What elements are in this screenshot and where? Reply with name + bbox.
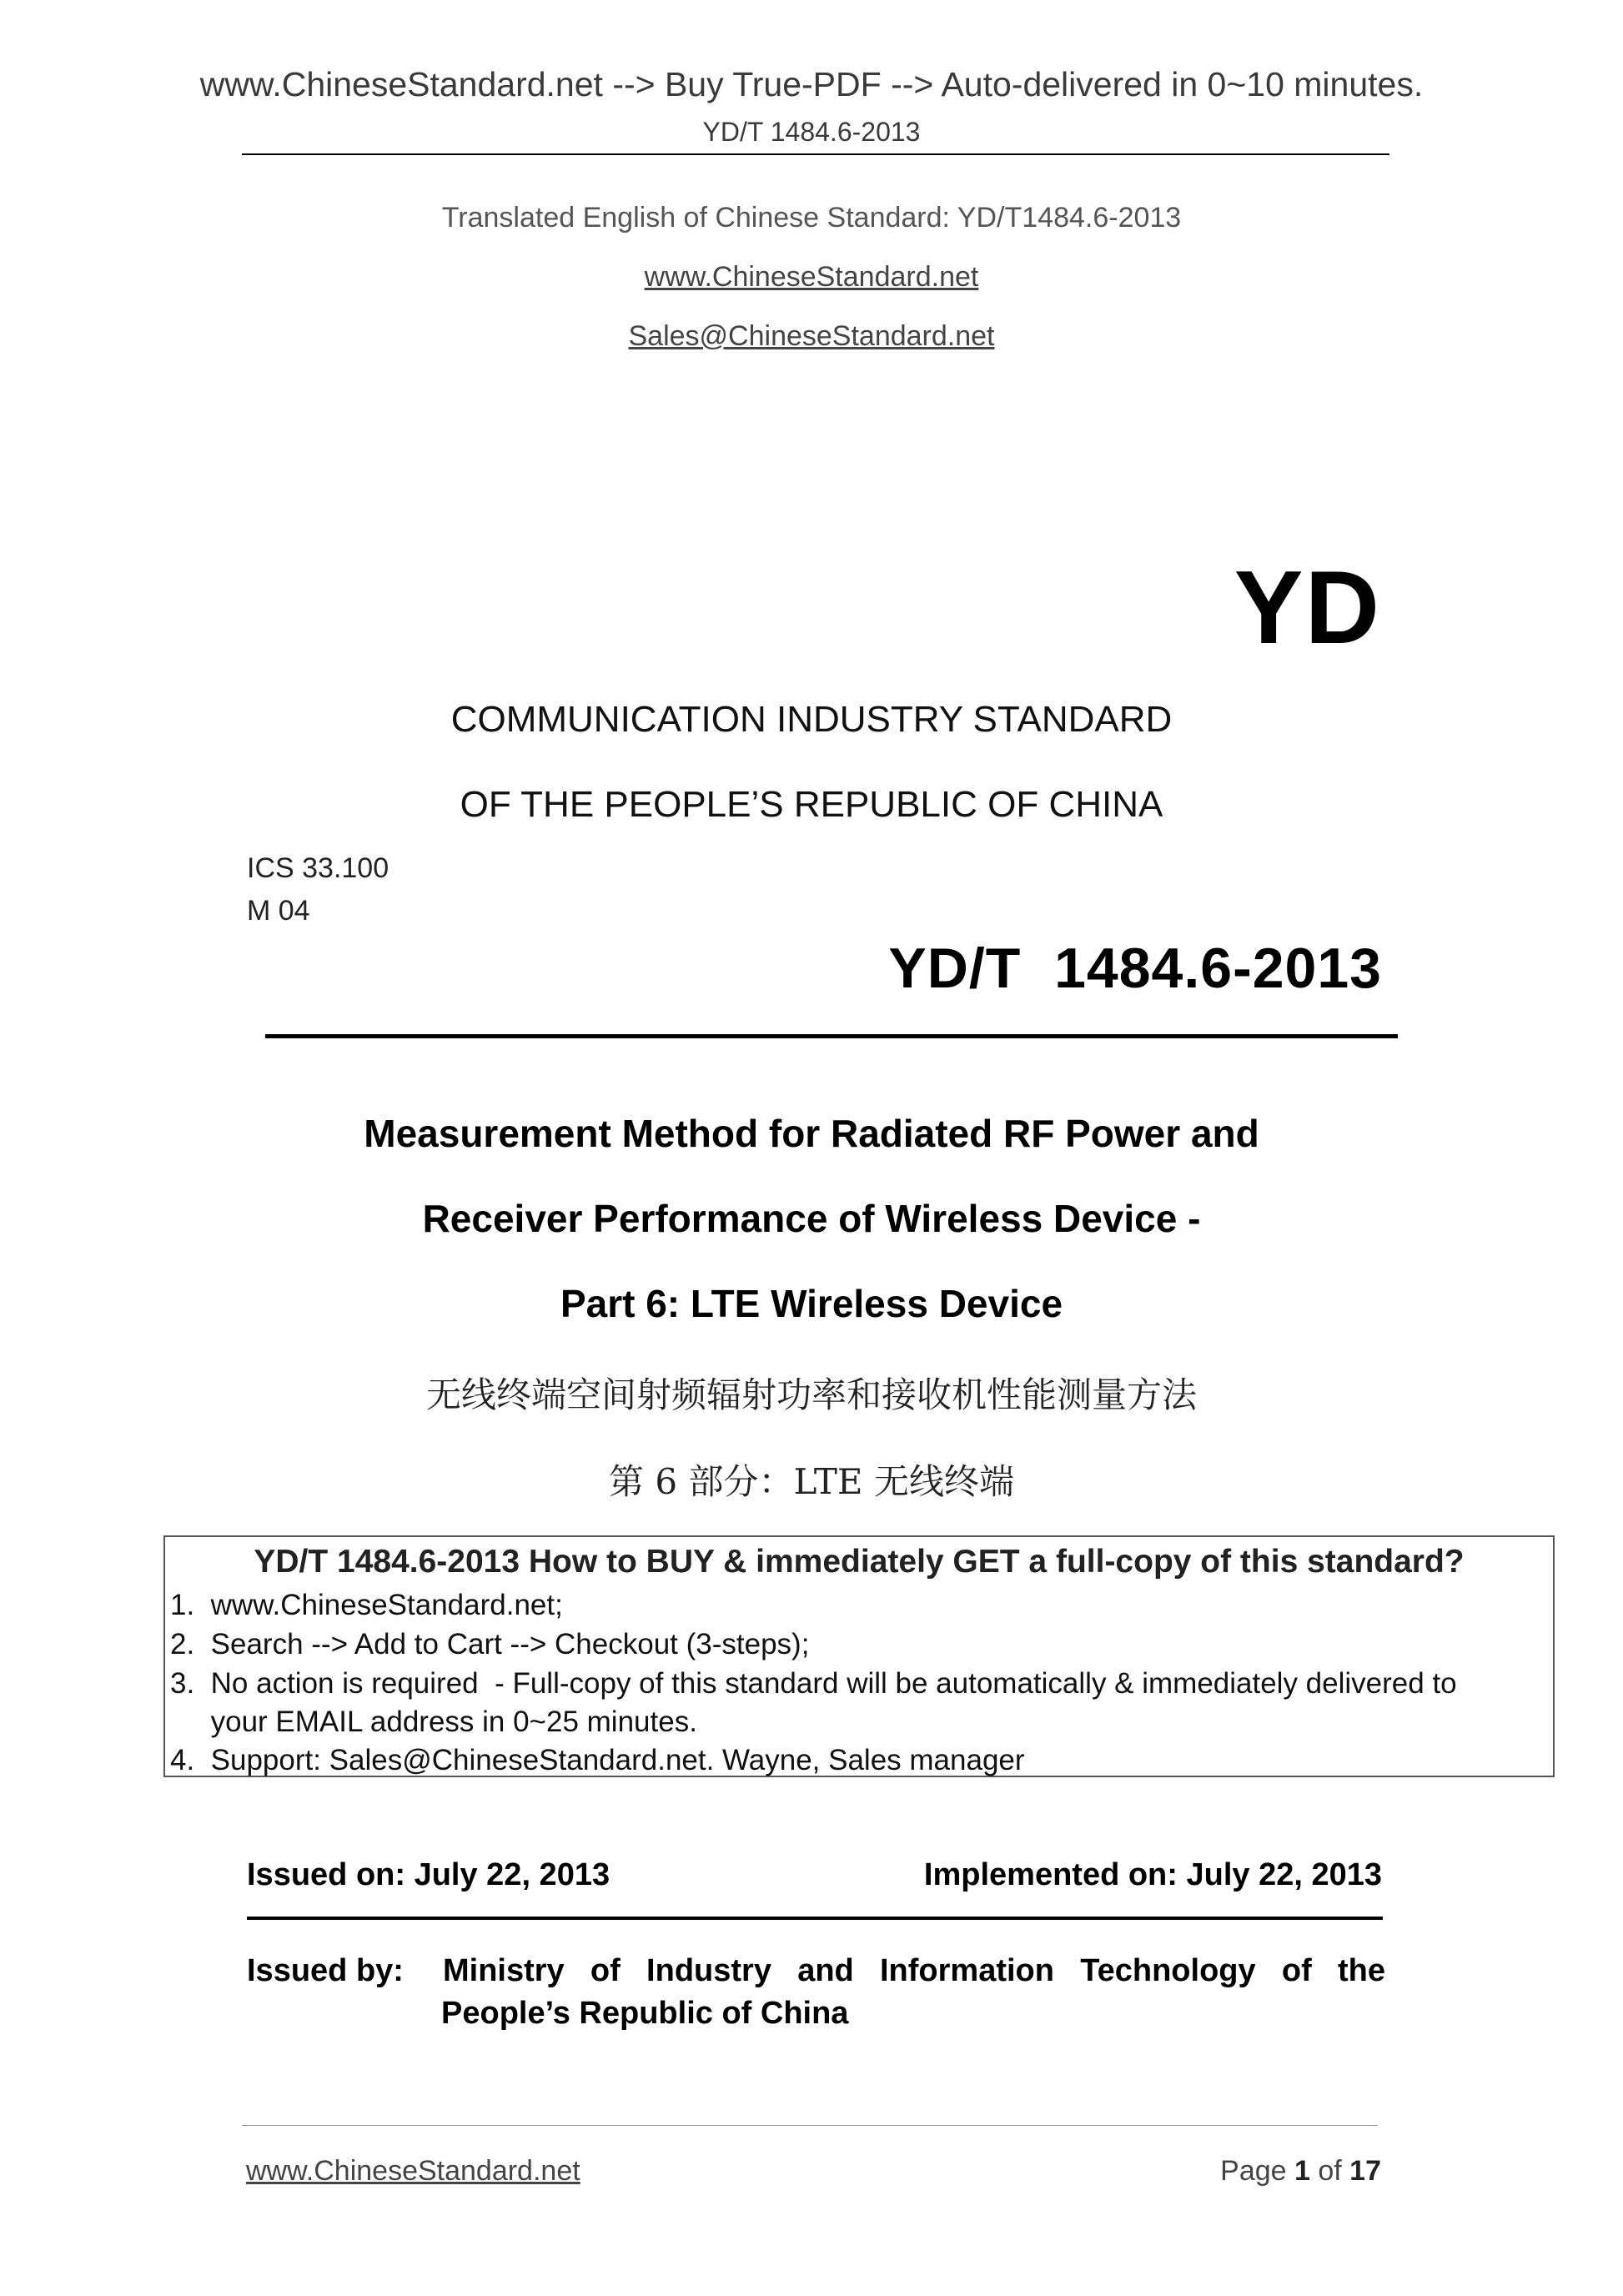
org-line-1: COMMUNICATION INDUSTRY STANDARD bbox=[450, 699, 1173, 740]
buy-step-4: 4. Support: Sales@ChineseStandard.net. Wayne, Sales manager bbox=[170, 1744, 1025, 1776]
issuer-line-1: Ministry of Industry and Information Technology of the bbox=[443, 1953, 1385, 1988]
yd-logo: YD bbox=[1234, 550, 1381, 666]
buy-box-heading: YD/T 1484.6-2013 How to BUY & immediately GET a full-copy of this standard? bbox=[254, 1544, 1465, 1580]
page-prefix: Page bbox=[1220, 2155, 1294, 2187]
ics-code: ICS 33.100 bbox=[247, 852, 389, 884]
website-link-row bbox=[0, 261, 1623, 294]
issuer-line-2: People’s Republic of China bbox=[441, 1996, 849, 2031]
footer-divider bbox=[242, 2125, 1378, 2126]
standard-number: YD/T 1484.6-2013 bbox=[888, 937, 1382, 1000]
implemented-date: Implemented on: July 22, 2013 bbox=[923, 1857, 1382, 1892]
top-banner: www.ChineseStandard.net --> Buy True-PDF --> Auto-delivered in 0~10 minutes. bbox=[199, 65, 1424, 103]
issuer-label: Issued by: bbox=[247, 1953, 404, 1988]
classification-code: M 04 bbox=[247, 895, 310, 927]
page-of: of bbox=[1309, 2155, 1350, 2187]
email-link[interactable]: Sales@ChineseStandard.net bbox=[628, 320, 995, 352]
buy-step-2: 2. Search --> Add to Cart --> Checkout (3-steps); bbox=[170, 1628, 810, 1660]
page-number bbox=[1220, 2155, 1381, 2188]
footer-website-link[interactable]: www.ChineseStandard.net bbox=[246, 2155, 580, 2187]
title-en-line-2: Receiver Performance of Wireless Device - bbox=[422, 1197, 1201, 1240]
page-current: 1 bbox=[1294, 2155, 1310, 2187]
standard-number-rule bbox=[265, 1034, 1398, 1038]
header-divider bbox=[242, 153, 1389, 155]
header-standard-code: YD/T 1484.6-2013 bbox=[702, 117, 921, 147]
buy-instructions-box bbox=[163, 1535, 1555, 1777]
issued-date: Issued on: July 22, 2013 bbox=[247, 1857, 611, 1892]
buy-step-3-continued: your EMAIL address in 0~25 minutes. bbox=[170, 1706, 697, 1738]
title-cn-line-2: 第 6 部分：LTE 无线终端 bbox=[609, 1461, 1014, 1502]
page-total: 17 bbox=[1349, 2155, 1381, 2187]
website-link[interactable]: www.ChineseStandard.net bbox=[644, 261, 979, 293]
org-line-2: OF THE PEOPLE’S REPUBLIC OF CHINA bbox=[460, 784, 1163, 825]
title-en-line-3: Part 6: LTE Wireless Device bbox=[560, 1282, 1063, 1325]
buy-step-3: 3. No action is required - Full-copy of this standard will be automatically & immediately delivered to bbox=[170, 1667, 1457, 1700]
title-en-line-1: Measurement Method for Radiated RF Power and bbox=[364, 1112, 1259, 1155]
title-cn-line-1: 无线终端空间射频辐射功率和接收机性能测量方法 bbox=[425, 1374, 1197, 1415]
dates-rule bbox=[247, 1917, 1383, 1920]
buy-step-1: 1. www.ChineseStandard.net; bbox=[170, 1589, 563, 1621]
translated-notice: Translated English of Chinese Standard: YD/T1484.6-2013 bbox=[441, 202, 1182, 234]
email-link-row bbox=[0, 320, 1623, 353]
